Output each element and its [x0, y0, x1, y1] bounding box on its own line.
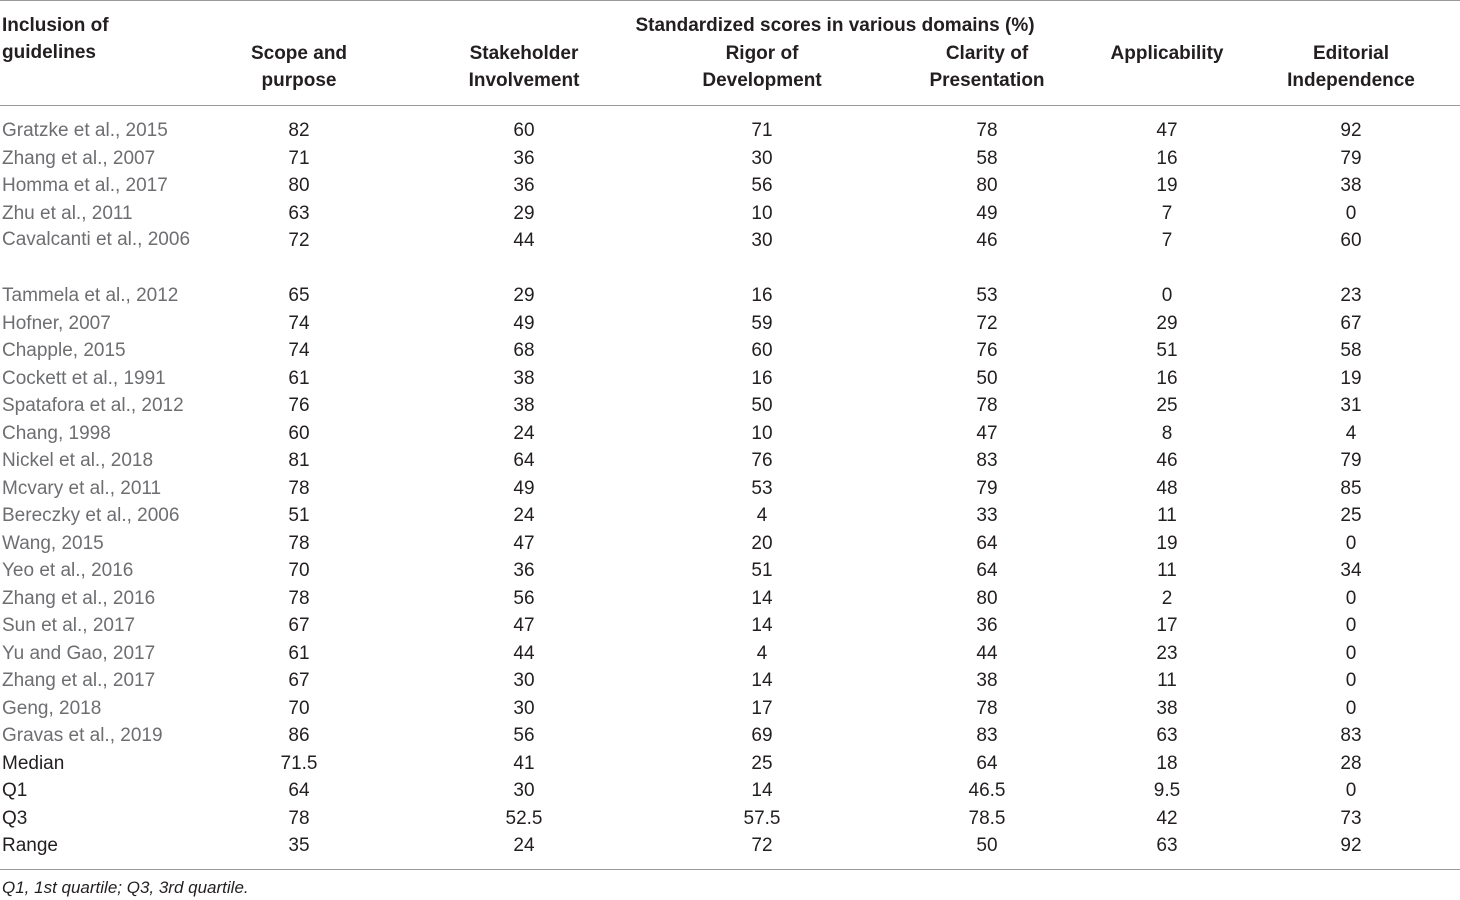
row-label: Hofner, 2007 [2, 312, 111, 334]
score-cell: 78 [288, 532, 310, 554]
score-cell: 78 [288, 807, 310, 829]
score-cell: 47 [976, 422, 998, 444]
score-cell: 71 [288, 147, 310, 169]
row-label: Chang, 1998 [2, 422, 111, 444]
score-cell: 33 [976, 505, 998, 526]
score-cell: 25 [751, 752, 773, 774]
score-cell: 47 [1156, 120, 1178, 141]
score-cell: 34 [1340, 560, 1362, 581]
score-cell: 24 [513, 835, 535, 856]
header-group-title: Standardized scores in various domains (%) [635, 15, 1035, 36]
score-cell: 25 [1156, 395, 1178, 416]
score-cell: 70 [288, 560, 310, 581]
score-cell: 23 [1156, 642, 1178, 664]
score-cell: 64 [976, 532, 998, 554]
row-label: Zhang et al., 2007 [2, 147, 156, 169]
bottom-rule [0, 869, 1460, 870]
score-cell: 11 [1157, 505, 1177, 526]
header-rigor-of-development: Rigor of Development [702, 43, 822, 91]
score-cell: 41 [513, 752, 535, 774]
score-cell: 92 [1340, 120, 1362, 141]
row-label: Q1 [2, 780, 28, 801]
score-cell: 8 [1161, 422, 1173, 444]
score-cell: 79 [976, 477, 998, 499]
table-row [0, 612, 1460, 640]
score-cell: 78 [288, 477, 310, 499]
score-cell: 74 [288, 312, 310, 334]
score-cell: 67 [1340, 312, 1362, 334]
score-cell: 0 [1345, 202, 1357, 224]
score-cell: 86 [288, 725, 310, 746]
score-cell: 0 [1345, 780, 1357, 801]
score-cell: 9.5 [1153, 780, 1181, 801]
row-label: Homma et al., 2017 [2, 175, 168, 196]
score-cell: 14 [751, 587, 773, 609]
score-cell: 14 [751, 615, 773, 636]
row-label: Spatafora et al., 2012 [2, 395, 184, 416]
score-cell: 0 [1345, 670, 1357, 691]
row-label: Zhang et al., 2017 [2, 670, 156, 691]
table-row [0, 227, 1460, 282]
score-cell: 38 [1340, 175, 1362, 196]
score-cell: 74 [288, 340, 310, 361]
row-label: Range [2, 835, 58, 856]
header-first-column: Inclusion of guidelines [2, 15, 109, 63]
score-cell: 80 [976, 175, 998, 196]
score-cell: 29 [513, 285, 535, 306]
score-cell: 79 [1340, 450, 1362, 471]
score-cell: 76 [976, 340, 998, 361]
score-cell: 16 [1156, 367, 1178, 389]
score-cell: 0 [1161, 285, 1173, 306]
score-cell: 50 [976, 835, 998, 856]
row-label: Q3 [2, 807, 28, 829]
score-cell: 20 [751, 532, 773, 554]
score-cell: 46 [1156, 450, 1178, 471]
score-cell: 79 [1340, 147, 1362, 169]
score-cell: 30 [513, 697, 535, 719]
score-cell: 30 [513, 670, 535, 691]
score-cell: 44 [976, 642, 998, 664]
score-cell: 60 [513, 120, 535, 141]
score-cell: 46 [976, 230, 998, 251]
score-cell: 38 [513, 395, 535, 416]
table-row [0, 392, 1460, 420]
score-cell: 83 [1340, 725, 1362, 746]
score-cell: 63 [1156, 725, 1178, 746]
score-cell: 0 [1345, 615, 1357, 636]
score-cell: 53 [751, 477, 773, 499]
score-cell: 80 [976, 587, 998, 609]
score-cell: 53 [976, 285, 998, 306]
score-cell: 36 [513, 175, 535, 196]
table-row [0, 172, 1460, 200]
score-cell: 76 [288, 395, 310, 416]
score-cell: 18 [1156, 752, 1178, 774]
score-cell: 11 [1157, 670, 1177, 691]
table-row [0, 585, 1460, 613]
score-cell: 49 [976, 202, 998, 224]
score-cell: 80 [288, 175, 310, 196]
score-cell: 7 [1161, 230, 1173, 251]
table-footnote: Q1, 1st quartile; Q3, 3rd quartile. [2, 878, 249, 897]
score-cell: 59 [751, 312, 773, 334]
score-cell: 78 [288, 587, 310, 609]
table-row [0, 640, 1460, 668]
header-editorial-independence: Editorial Independence [1287, 43, 1415, 91]
score-cell: 19 [1156, 175, 1178, 196]
header-scope-and-purpose: Scope and purpose [250, 43, 348, 91]
score-cell: 61 [288, 367, 310, 389]
score-cell: 36 [513, 147, 535, 169]
score-cell: 64 [513, 450, 535, 471]
table-row [0, 695, 1460, 723]
score-cell: 4 [1345, 422, 1357, 444]
score-cell: 25 [1340, 505, 1362, 526]
table-row [0, 420, 1460, 448]
score-cell: 24 [513, 505, 535, 526]
score-cell: 51 [751, 560, 773, 581]
summary-row [0, 777, 1460, 805]
score-cell: 17 [751, 697, 773, 719]
score-cell: 44 [513, 642, 535, 664]
score-cell: 51 [288, 505, 310, 526]
score-cell: 69 [751, 725, 773, 746]
score-cell: 36 [976, 615, 998, 636]
score-cell: 63 [288, 202, 310, 224]
score-cell: 23 [1340, 285, 1362, 306]
score-cell: 4 [756, 642, 768, 664]
score-cell: 68 [513, 340, 535, 361]
score-cell: 60 [1340, 230, 1362, 251]
row-label: Tammela et al., 2012 [2, 285, 179, 306]
score-cell: 16 [751, 285, 773, 306]
row-label: Gratzke et al., 2015 [2, 120, 168, 141]
score-cell: 24 [513, 422, 535, 444]
score-cell: 92 [1340, 835, 1362, 856]
score-cell: 72 [751, 835, 773, 856]
score-cell: 58 [976, 147, 998, 169]
score-cell: 58 [1340, 340, 1362, 361]
table-row [0, 530, 1460, 558]
score-cell: 64 [976, 560, 998, 581]
score-cell: 60 [751, 340, 773, 361]
row-label: Mcvary et al., 2011 [2, 477, 162, 499]
summary-row [0, 805, 1460, 833]
score-cell: 73 [1340, 807, 1362, 829]
score-cell: 7 [1161, 202, 1173, 224]
row-label: Wang, 2015 [2, 532, 104, 554]
header-stakeholder-involvement: Stakeholder Involvement [468, 43, 580, 91]
table-row [0, 200, 1460, 228]
score-cell: 67 [288, 615, 310, 636]
score-cell: 47 [513, 615, 535, 636]
score-cell: 46.5 [968, 780, 1006, 801]
score-cell: 60 [288, 422, 310, 444]
score-cell: 36 [513, 560, 535, 581]
score-cell: 56 [513, 725, 535, 746]
score-cell: 30 [751, 230, 773, 251]
score-cell: 78 [976, 120, 998, 141]
table-row [0, 282, 1460, 310]
table-row [0, 145, 1460, 173]
score-cell: 10 [751, 422, 773, 444]
score-cell: 70 [288, 697, 310, 719]
score-cell: 64 [288, 780, 310, 801]
score-cell: 42 [1156, 807, 1178, 829]
score-cell: 19 [1156, 532, 1178, 554]
table-row [0, 447, 1460, 475]
score-cell: 56 [751, 175, 773, 196]
score-cell: 78 [976, 395, 998, 416]
score-cell: 81 [288, 450, 310, 471]
score-cell: 11 [1157, 560, 1177, 581]
row-label: Median [2, 752, 65, 774]
score-cell: 63 [1156, 835, 1178, 856]
score-cell: 71 [751, 120, 773, 141]
summary-row [0, 750, 1460, 778]
score-cell: 65 [288, 285, 310, 306]
score-cell: 78.5 [968, 807, 1006, 829]
score-cell: 30 [513, 780, 535, 801]
table-row [0, 310, 1460, 338]
score-cell: 67 [288, 670, 310, 691]
score-cell: 29 [513, 202, 535, 224]
table-row [0, 475, 1460, 503]
score-cell: 83 [976, 725, 998, 746]
score-cell: 82 [288, 120, 310, 141]
score-cell: 57.5 [743, 807, 781, 829]
table-row [0, 337, 1460, 365]
score-cell: 72 [288, 230, 310, 251]
summary-row [0, 832, 1460, 860]
score-cell: 0 [1345, 532, 1357, 554]
score-cell: 72 [976, 312, 998, 334]
table-row [0, 667, 1460, 695]
row-label: Gravas et al., 2019 [2, 725, 163, 746]
score-cell: 85 [1340, 477, 1362, 499]
row-label: Zhang et al., 2016 [2, 587, 156, 609]
score-cell: 56 [513, 587, 535, 609]
table-row [0, 365, 1460, 393]
score-cell: 44 [513, 230, 535, 251]
score-cell: 49 [513, 312, 535, 334]
score-cell: 35 [288, 835, 310, 856]
row-label: Bereczky et al., 2006 [2, 505, 180, 526]
score-cell: 38 [1156, 697, 1178, 719]
score-cell: 29 [1156, 312, 1178, 334]
row-label: Chapple, 2015 [2, 340, 126, 361]
score-cell: 76 [751, 450, 773, 471]
row-label: Yu and Gao, 2017 [2, 642, 156, 664]
score-cell: 10 [751, 202, 773, 224]
score-cell: 51 [1156, 340, 1178, 361]
score-cell: 17 [1156, 615, 1178, 636]
top-rule [0, 0, 1460, 1]
header-clarity-of-presentation: Clarity of Presentation [929, 43, 1045, 91]
scores-table [0, 117, 1460, 860]
score-cell: 48 [1156, 477, 1178, 499]
score-cell: 19 [1340, 367, 1362, 389]
score-cell: 52.5 [505, 807, 543, 829]
score-cell: 38 [976, 670, 998, 691]
score-cell: 71.5 [280, 752, 318, 774]
score-cell: 14 [751, 780, 773, 801]
score-cell: 50 [976, 367, 998, 389]
score-cell: 2 [1161, 587, 1173, 609]
table-row [0, 502, 1460, 530]
score-cell: 64 [976, 752, 998, 774]
score-cell: 49 [513, 477, 535, 499]
score-cell: 16 [1156, 147, 1178, 169]
row-label: Nickel et al., 2018 [2, 450, 154, 471]
score-cell: 0 [1345, 697, 1357, 719]
row-label: Cavalcanti et al., 2006 [2, 229, 191, 250]
header-rule [0, 105, 1460, 106]
score-cell: 50 [751, 395, 773, 416]
score-cell: 61 [288, 642, 310, 664]
score-cell: 78 [976, 697, 998, 719]
score-cell: 4 [756, 505, 768, 526]
row-label: Cockett et al., 1991 [2, 367, 166, 389]
row-label: Zhu et al., 2011 [2, 202, 133, 224]
score-cell: 28 [1340, 752, 1362, 774]
score-cell: 14 [751, 670, 773, 691]
score-cell: 0 [1345, 587, 1357, 609]
table-row [0, 722, 1460, 750]
score-cell: 16 [751, 367, 773, 389]
row-label: Sun et al., 2017 [2, 615, 136, 636]
table-row [0, 557, 1460, 585]
score-cell: 38 [513, 367, 535, 389]
row-label: Geng, 2018 [2, 697, 102, 719]
score-cell: 83 [976, 450, 998, 471]
score-cell: 47 [513, 532, 535, 554]
score-cell: 31 [1340, 395, 1362, 416]
score-cell: 30 [751, 147, 773, 169]
table-row [0, 117, 1460, 145]
header-applicability: Applicability [1110, 43, 1224, 64]
score-cell: 0 [1345, 642, 1357, 664]
row-label: Yeo et al., 2016 [2, 560, 134, 581]
